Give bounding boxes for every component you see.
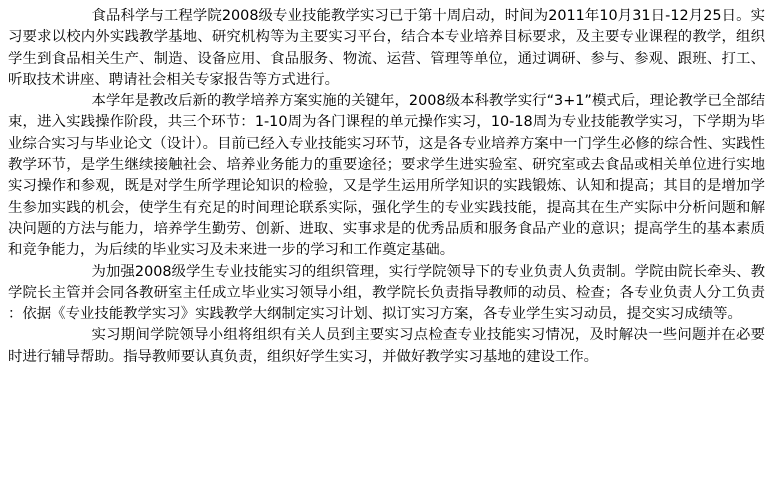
paragraph-curriculum: 本学年是教改后新的教学培养方案实施的关键年，2008级本科教学实行“3+1”模式后，理论教学已全部结束，进入实践操作阶段，共三个环节：1-10周为各门课程的单元操作实习，10-18周为专业技能教学实习，下学期为毕业综合实习与毕业论文（设计）。目前已经入专业技能实习环节，这是各专业培养方案中一门学生必修的综合性、实践性教学环节，是学生继续接触社会、培养业务能力的重要途径；要求学生进实验室、研究室或去食品或相关单位进行实地实习操作和参观，既是对学生所学理论知识的检验，又是学生运用所学知识的实践锻炼、认知和提高；其目的是增加学生参加实践的机会，使学生有充足的时间理论联系实际，强化学生的专业实践技能，提高其在生产实际中分析问题和解决问题的方法与能力，培养学生勤劳、创新、进取、实事求是的优秀品质和服务食品产业的意识；提高学生的基本素质和竞争能力，为后续的毕业实习及未来进一步的学习和工作奠定基础。	[8, 93, 765, 259]
paragraph-launch: 食品科学与工程学院2008级专业技能教学实习已于第十周启动，时间为2011年10月31日-12月25日。实习要求以校内外实践教学基地、研究机构等为主要实习平台，结合本专业培养目标要求，及主要专业课程的教学，组织学生到食品相关生产、制造、设备应用、食品服务、物流、运营、管理等单位，通过调研、参与、参观、跟班、打工、听取技术讲座、聘请社会相关专家报告等方式进行。	[8, 8, 765, 88]
paragraph-management: 为加强2008级学生专业技能实习的组织管理，实行学院领导下的专业负责人负责制。学院由院长牵头、教学院长主管并会同各教研室主任成立毕业实习领导小组，教学院长负责指导教师的动员、检查；各专业负责人分工负责：依据《专业技能教学实习》实践教学大纲制定实习计划、拟订实习方案，各专业学生实习动员，提交实习成绩等。	[8, 263, 765, 323]
paragraph-inspection: 实习期间学院领导小组将组织有关人员到主要实习点检查专业技能实习情况，及时解决一些问题并在必要时进行辅导帮助。指导教师要认真负责，组织好学生实习，并做好教学实习基地的建设工作。	[8, 327, 765, 365]
